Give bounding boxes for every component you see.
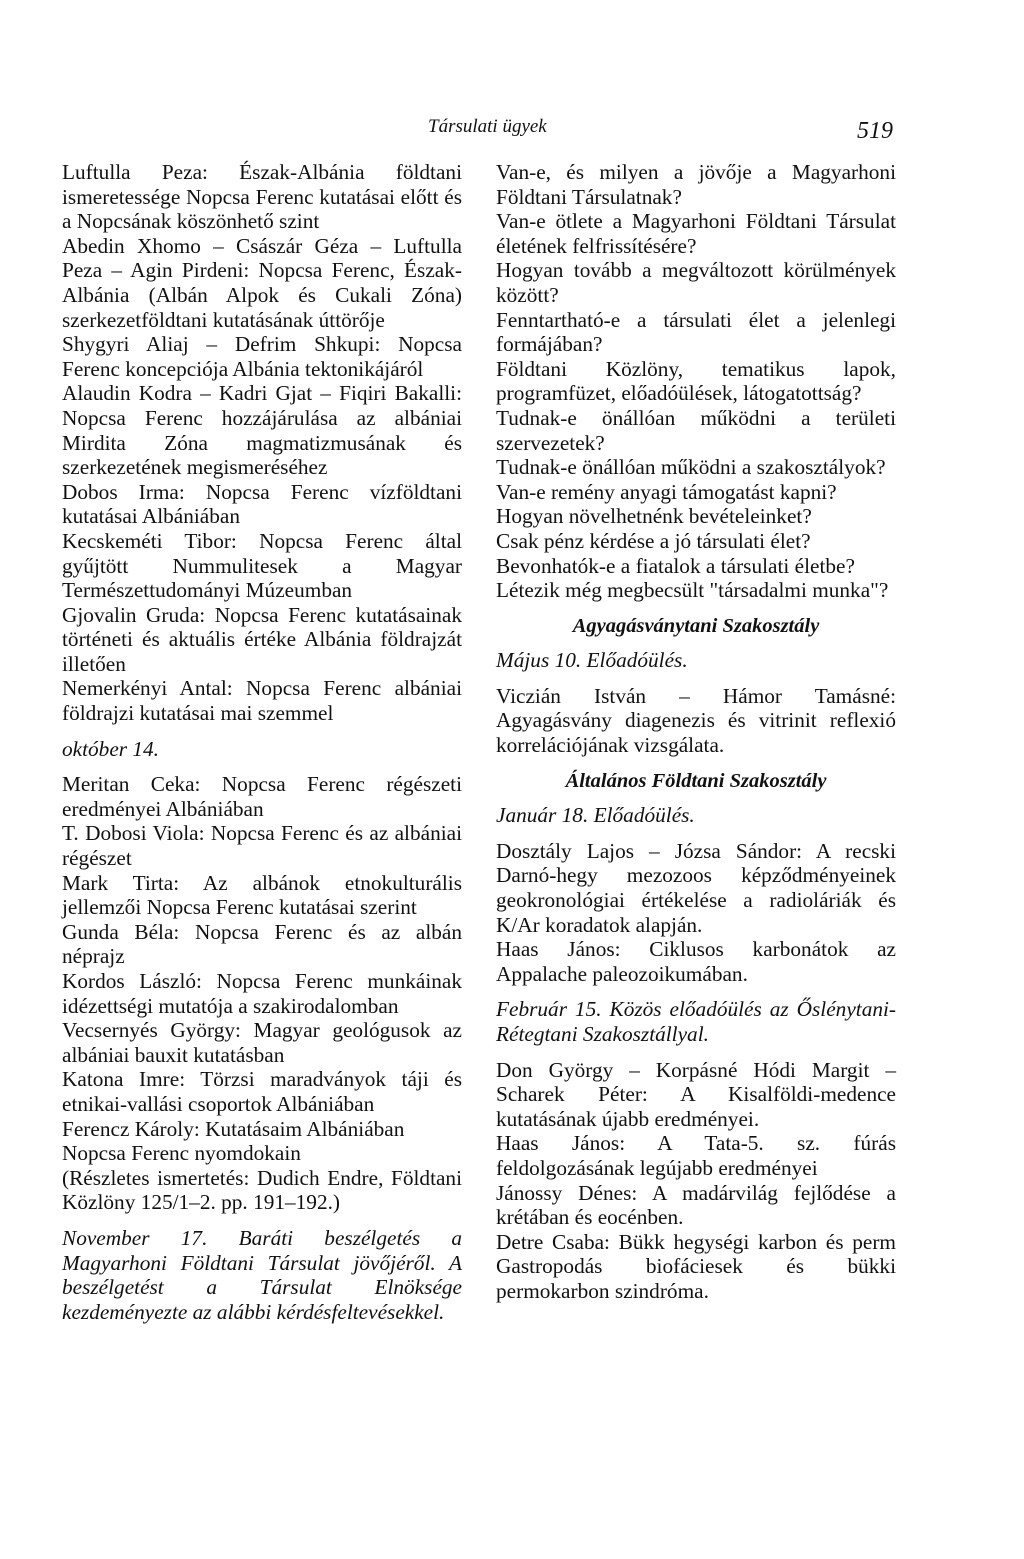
program-entry: Don György – Korpásné Hódi Margit – Scharek Péter: A Kisalföldi-medence kutatásának újabb eredményei. — [496, 1057, 896, 1131]
running-title: Társulati ügyek — [428, 116, 547, 137]
program-entry: Nopcsa Ferenc nyomdokain — [62, 1141, 301, 1166]
program-entry: Mark Tirta: Az albánok etnokulturális jellemzői Nopcsa Ferenc kutatásai szerint — [62, 870, 462, 920]
program-entry: Dobos Irma: Nopcsa Ferenc vízföldtani kutatásai Albániában — [62, 479, 462, 529]
spacer — [62, 726, 462, 737]
spacer — [496, 1047, 896, 1058]
program-entry: Alaudin Kodra – Kadri Gjat – Fiqiri Bakalli: Nopcsa Ferenc hozzájárulása az albániai Mirdita Zóna magmatizmusának és szerkezetének megismeréséhez — [62, 381, 462, 480]
section-title: Általános Földtani Szakosztály — [565, 769, 827, 792]
program-entry: Katona Imre: Törzsi maradványok táji és etnikai-vallási csoportok Albániában — [62, 1067, 462, 1116]
right-column — [496, 160, 896, 1304]
program-entry: Nemerkényi Antal: Nopcsa Ferenc albániai földrajzi kutatásai mai szemmel — [62, 676, 462, 726]
spacer — [62, 1215, 462, 1226]
spacer — [496, 638, 896, 648]
program-entry: Abedin Xhomo – Császár Géza – Luftulla Peza – Agin Pirdeni: Nopcsa Ferenc, Észak-Albánia (Albán Alpok és Cukali Zóna) szerkezetföldtani kutatásának úttörője — [62, 233, 462, 332]
program-entry: Gunda Béla: Nopcsa Ferenc és az albán néprajz — [62, 919, 462, 969]
program-entry: Gjovalin Gruda: Nopcsa Ferenc kutatásainak történeti és aktuális értéke Albánia földrajzát illetően — [62, 602, 462, 676]
program-entry: Meritan Ceka: Nopcsa Ferenc régészeti eredményei Albániában — [62, 772, 462, 821]
spacer — [496, 986, 896, 997]
question-item: Létezik még megbecsült "társadalmi munka"? — [496, 578, 889, 603]
program-entry: Jánossy Dénes: A madárvilág fejlődése a krétában és eocénben. — [496, 1180, 896, 1230]
date-heading: október 14. — [62, 736, 160, 761]
spacer — [496, 673, 896, 684]
spacer — [496, 828, 896, 839]
question-item: Földtani Közlöny, tematikus lapok, programfüzet, előadóülések, látogatottság? — [496, 356, 896, 406]
left-column — [62, 160, 462, 1324]
running-header — [0, 116, 1024, 146]
date-heading: Február 15. Közös előadóülés az Őslénytani-Rétegtani Szakosztállyal. — [496, 997, 896, 1046]
question-item: Fenntartható-e a társulati élet a jelenlegi formájában? — [496, 307, 896, 357]
question-item: Van-e remény anyagi támogatást kapni? — [496, 479, 837, 504]
program-entry: Vecsernyés György: Magyar geológusok az albániai bauxit kutatásban — [62, 1018, 462, 1067]
spacer — [496, 603, 896, 614]
question-item: Bevonhatók-e a fiatalok a társulati életbe? — [496, 553, 855, 578]
question-item: Van-e, és milyen a jövője a Magyarhoni Földtani Társulatnak? — [496, 160, 896, 209]
meeting-note: November 17. Baráti beszélgetés a Magyarhoni Földtani Társulat jövőjéről. A beszélgetést a Társulat Elnöksége kezdeményezte az alábbi kérdésfeltevésekkel. — [62, 1225, 462, 1324]
program-entry: Luftulla Peza: Észak-Albánia földtani ismeretessége Nopcsa Ferenc kutatásai előtt és a Nopcsának köszönhető szint — [62, 160, 462, 234]
program-entry: Haas János: Ciklusos karbonátok az Appalache paleozoikumában. — [496, 937, 896, 986]
spacer — [496, 758, 896, 769]
section-title: Agyagásványtani Szakosztály — [572, 614, 820, 637]
spacer — [496, 793, 896, 803]
date-heading: Május 10. Előadóülés. — [496, 648, 688, 673]
question-item: Tudnak-e önállóan működni a területi szervezetek? — [496, 405, 896, 455]
question-item: Hogyan növelhetnénk bevételeinket? — [496, 504, 812, 529]
program-entry: Shygyri Aliaj – Defrim Shkupi: Nopcsa Ferenc koncepciója Albánia tektonikájáról — [62, 332, 462, 381]
date-heading: Január 18. Előadóülés. — [496, 803, 695, 828]
page-number: 519 — [857, 118, 893, 144]
program-entry: Haas János: A Tata-5. sz. fúrás feldolgozásának legújabb eredményei — [496, 1131, 896, 1180]
program-entry: Dosztály Lajos – Józsa Sándor: A recski Darnó-hegy mezozoos képződményeinek geokronológiai értékelése a radioláriák és K/Ar koradatok alapján. — [496, 838, 896, 937]
program-entry: Kordos László: Nopcsa Ferenc munkáinak idézettségi mutatója a szakirodalomban — [62, 969, 462, 1018]
program-entry: Detre Csaba: Bükk hegységi karbon és perm Gastropodás biofáciesek és bükki permokarbon szindróma. — [496, 1229, 896, 1303]
program-entry: Viczián István – Hámor Tamásné: Agyagásvány diagenezis és vitrinit reflexió korrelációjának vizsgálata. — [496, 683, 896, 758]
spacer — [62, 761, 462, 772]
question-item: Hogyan tovább a megváltozott körülmények között? — [496, 258, 896, 307]
program-entry: (Részletes ismertetés: Dudich Endre, Földtani Közlöny 125/1–2. pp. 191–192.) — [62, 1165, 462, 1215]
question-item: Csak pénz kérdése a jó társulati élet? — [496, 528, 811, 553]
program-entry: Ferencz Károly: Kutatásaim Albániában — [62, 1116, 405, 1141]
program-entry: Kecskeméti Tibor: Nopcsa Ferenc által gyűjtött Nummulitesek a Magyar Természettudományi Múzeumban — [62, 528, 462, 603]
program-entry: T. Dobosi Viola: Nopcsa Ferenc és az albániai régészet — [62, 821, 462, 871]
question-item: Van-e ötlete a Magyarhoni Földtani Társulat életének felfrissítésére? — [496, 209, 896, 258]
question-item: Tudnak-e önállóan működni a szakosztályok? — [496, 455, 886, 480]
